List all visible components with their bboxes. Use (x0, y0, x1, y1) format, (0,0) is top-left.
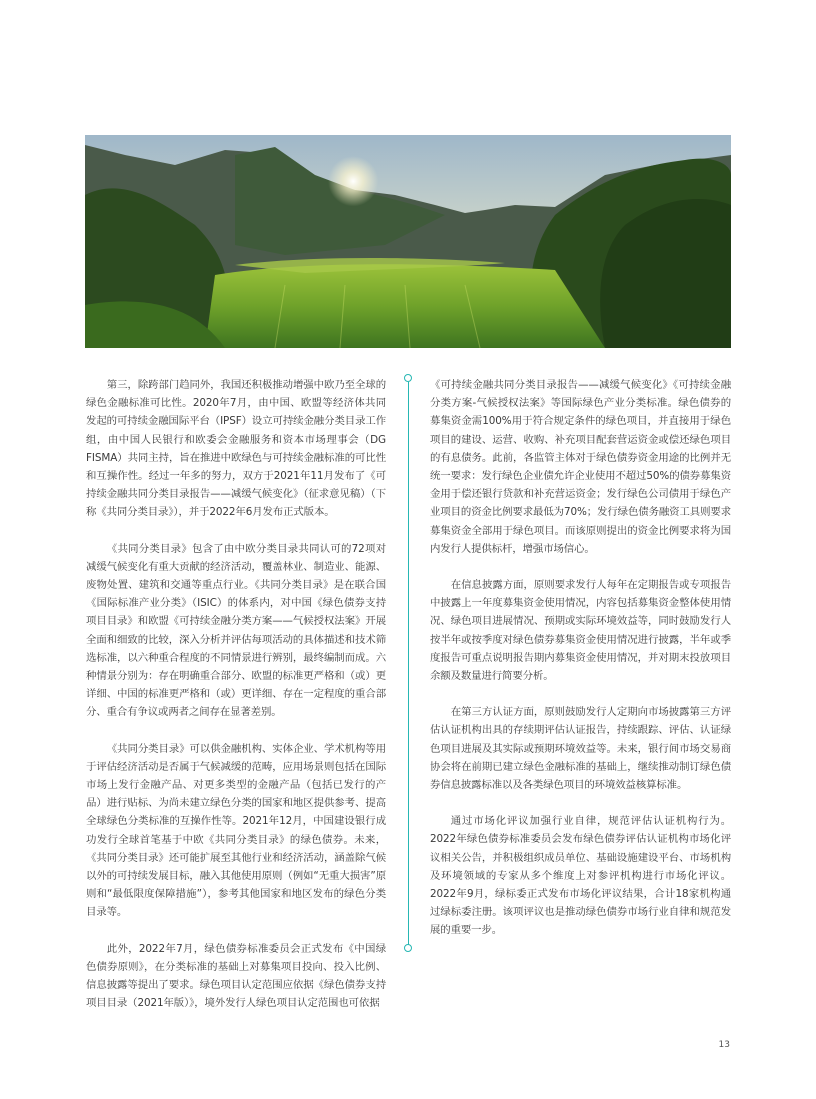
paragraph: 第三，除跨部门趋同外，我国还积极推动增强中欧乃至全球的绿色金融标准可比性。2020年7月，由中国、欧盟等经济体共同发起的可持续金融国际平台（IPSF）设立可持续金融分类目录工作组，由中国人民银行和欧委会金融服务和资本市场理事会（DG FISMA）共同主持，旨在推进中欧绿色与可持续金融标准的可比性和互操作性。经过一年多的努力，双方于2021年11月发布了《可持续金融共同分类目录报告——减缓气候变化》（征求意见稿）（下称《共同分类目录》），并于2022年6月发布正式版本。 (86, 379, 386, 519)
paragraph: 《共同分类目录》包含了由中欧分类目录共同认可的72项对减缓气候变化有重大贡献的经济活动，覆盖林业、制造业、能源、废物处置、建筑和交通等重点行业。《共同分类目录》是在联合国《国际标准产业分类》（ISIC）的体系内，对中国《绿色债券支持项目目录》和欧盟《可持续金融分类方案——气候授权法案》开展全面和细致的比较，深入分析并评估每项活动的具体描述和技术筛选标准，以六种重合程度的不同情景进行辨别，最终编制而成。六种情景分别为：存在明确重合部分、欧盟的标准更严格和（或）更详细、中国的标准更严格和（或）更详细、存在一定程度的重合部分、重合有争议或两者之间存在显著差别。 (86, 542, 386, 719)
paragraph: 《共同分类目录》可以供金融机构、实体企业、学术机构等用于评估经济活动是否属于气候减缓的范畴，应用场景则包括在国际市场上发行金融产品、对更多类型的金融产品（包括已发行的产品）进行贴标、为尚未建立绿色分类的国家和地区提供参考、提高全球绿色分类标准的互操作性等。2021年12月，中国建设银行成功发行全球首笔基于中欧《共同分类目录》的绿色债券。未来，《共同分类目录》还可能扩展至其他行业和经济活动，涵盖除气候以外的可持续发展目标，融入其他使用原则（例如“无重大损害”原则和“最低限度保障措施”），参考其他国家和地区发布的绿色分类目录等。 (86, 742, 386, 919)
divider-top-dot-icon (404, 374, 412, 382)
paragraph: 《可持续金融共同分类目录报告——减缓气候变化》《可持续金融分类方案-气候授权法案》等国际绿色产业分类标准。绿色债券的募集资金需100%用于符合规定条件的绿色项目，并直接用于绿色项目的建设、运营、收购、补充项目配套营运资金或偿还绿色项目的有息债务。此前，各监管主体对于绿色债券资金用途的比例并无统一要求：发行绿色企业债允许企业使用不超过50%的债券募集资金用于偿还银行贷款和补充营运资金；发行绿色公司债用于绿色产业项目的资金比例要求最低为70%；发行绿色债务融资工具则要求募集资金全部用于绿色项目。而该原则提出的资金比例要求将为国内发行人提供标杆，增强市场信心。 (430, 379, 731, 555)
landscape-photo-icon (85, 135, 731, 348)
divider-line (408, 382, 409, 946)
left-text-column (86, 376, 386, 1031)
paragraph: 在第三方认证方面，原则鼓励发行人定期向市场披露第三方评估认证机构出具的存续期评估认证报告，持续跟踪、评估、认证绿色项目进展及其实际或预期环境效益等。未来，银行间市场交易商协会将在前期已建立绿色金融标准的基础上，继续推动制订绿色债券信息披露标准以及各类绿色项目的环境效益核算标准。 (430, 706, 731, 792)
page-number: 13 (718, 1040, 730, 1050)
paragraph: 在信息披露方面，原则要求发行人每年在定期报告或专项报告中披露上一年度募集资金使用情况，内容包括募集资金整体使用情况、绿色项目进展情况、预期或实际环境效益等，同时鼓励发行人按半年或按季度对绿色债券募集资金使用情况进行披露，半年或季度报告可重点说明报告期内募集资金使用情况，并对期末投放项目余额及数量进行简要分析。 (430, 579, 731, 683)
paragraph: 通过市场化评议加强行业自律，规范评估认证机构行为。2022年绿色债券标准委员会发布绿色债券评估认证机构市场化评议相关公告，并积极组织成员单位、基础设施建设平台、市场机构及环境领域的专家从多个维度上对参评机构进行市场化评议。2022年9月，绿标委正式发布市场化评议结果，合计18家机构通过绿标委注册。该项评议也是推动绿色债券市场行业自律和规范发展的重要一步。 (430, 815, 731, 937)
landscape-photo (85, 135, 731, 348)
column-divider (406, 376, 410, 952)
right-text-column (430, 376, 731, 958)
divider-bottom-dot-icon (404, 944, 412, 952)
paragraph: 此外，2022年7月，绿色债券标准委员会正式发布《中国绿色债券原则》，在分类标准的基础上对募集项目投向、投入比例、信息披露等提出了要求。绿色项目认定范围应依据《绿色债券支持项目目录（2021年版）》，境外发行人绿色项目认定范围也可依据 (86, 942, 386, 1010)
